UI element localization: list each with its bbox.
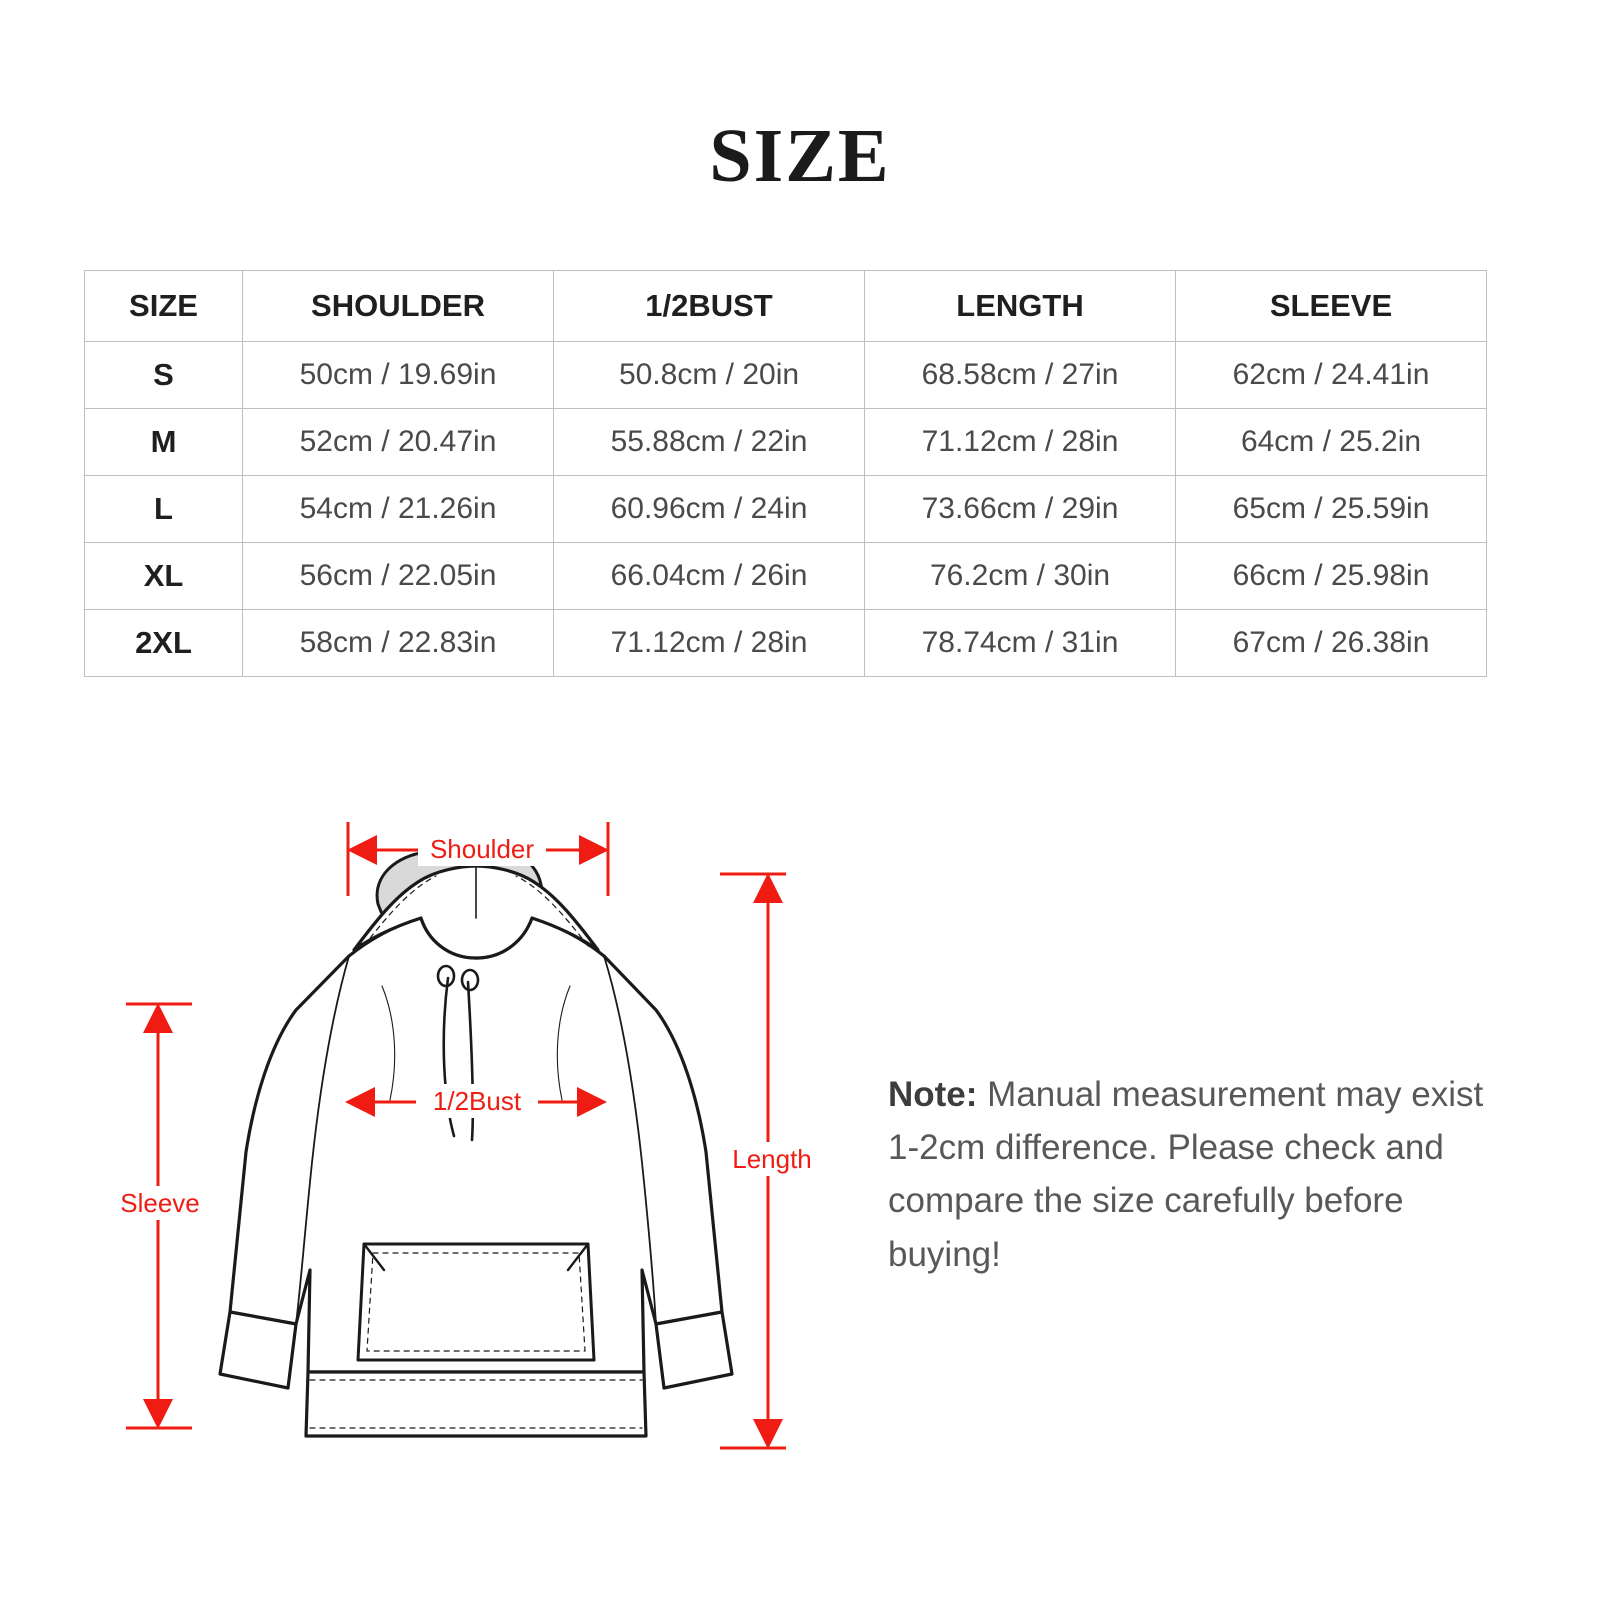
note-block bbox=[888, 1068, 1508, 1281]
cell-shoulder: 52cm / 20.47in bbox=[243, 409, 554, 476]
column-header-size: SIZE bbox=[85, 271, 243, 342]
cell-bust: 55.88cm / 22in bbox=[554, 409, 865, 476]
cell-bust: 50.8cm / 20in bbox=[554, 342, 865, 409]
cell-size: 2XL bbox=[85, 610, 243, 677]
cell-bust: 71.12cm / 28in bbox=[554, 610, 865, 677]
table-row bbox=[85, 610, 1487, 677]
page-title: SIZE bbox=[709, 114, 891, 198]
sleeve-label: Sleeve bbox=[120, 1188, 200, 1218]
cell-length: 73.66cm / 29in bbox=[865, 476, 1176, 543]
cell-shoulder: 58cm / 22.83in bbox=[243, 610, 554, 677]
note-label: Note: bbox=[888, 1075, 978, 1114]
cell-shoulder: 50cm / 19.69in bbox=[243, 342, 554, 409]
table-row bbox=[85, 543, 1487, 610]
cell-sleeve: 64cm / 25.2in bbox=[1176, 409, 1487, 476]
cell-length: 78.74cm / 31in bbox=[865, 610, 1176, 677]
size-chart-table bbox=[84, 270, 1487, 677]
column-header-length: LENGTH bbox=[865, 271, 1176, 342]
column-header-shoulder: SHOULDER bbox=[243, 271, 554, 342]
cell-size: L bbox=[85, 476, 243, 543]
cell-size: S bbox=[85, 342, 243, 409]
cell-length: 71.12cm / 28in bbox=[865, 409, 1176, 476]
measurement-illustration bbox=[96, 800, 856, 1500]
column-header-sleeve: SLEEVE bbox=[1176, 271, 1487, 342]
cell-sleeve: 66cm / 25.98in bbox=[1176, 543, 1487, 610]
shoulder-label: Shoulder bbox=[429, 834, 535, 864]
cell-sleeve: 67cm / 26.38in bbox=[1176, 610, 1487, 677]
length-dimension bbox=[720, 874, 812, 1448]
column-header-bust: 1/2BUST bbox=[554, 271, 865, 342]
cell-bust: 60.96cm / 24in bbox=[554, 476, 865, 543]
cell-shoulder: 56cm / 22.05in bbox=[243, 543, 554, 610]
sleeve-dimension bbox=[120, 1004, 200, 1428]
cell-length: 76.2cm / 30in bbox=[865, 543, 1176, 610]
table-header-row bbox=[85, 271, 1487, 342]
bust-label: 1/2Bust bbox=[432, 1086, 522, 1116]
table-row bbox=[85, 409, 1487, 476]
cell-size: XL bbox=[85, 543, 243, 610]
cell-sleeve: 62cm / 24.41in bbox=[1176, 342, 1487, 409]
length-label: Length bbox=[732, 1144, 812, 1174]
table-row bbox=[85, 342, 1487, 409]
cell-size: M bbox=[85, 409, 243, 476]
cell-sleeve: 65cm / 25.59in bbox=[1176, 476, 1487, 543]
cell-bust: 66.04cm / 26in bbox=[554, 543, 865, 610]
hoodie-drawing bbox=[220, 851, 732, 1436]
size-chart-table-container bbox=[84, 270, 1486, 677]
cell-shoulder: 54cm / 21.26in bbox=[243, 476, 554, 543]
cell-length: 68.58cm / 27in bbox=[865, 342, 1176, 409]
note-text: Manual measurement may exist 1-2cm difference. Please check and compare the size carefully before buying! bbox=[888, 1075, 1484, 1274]
table-row bbox=[85, 476, 1487, 543]
